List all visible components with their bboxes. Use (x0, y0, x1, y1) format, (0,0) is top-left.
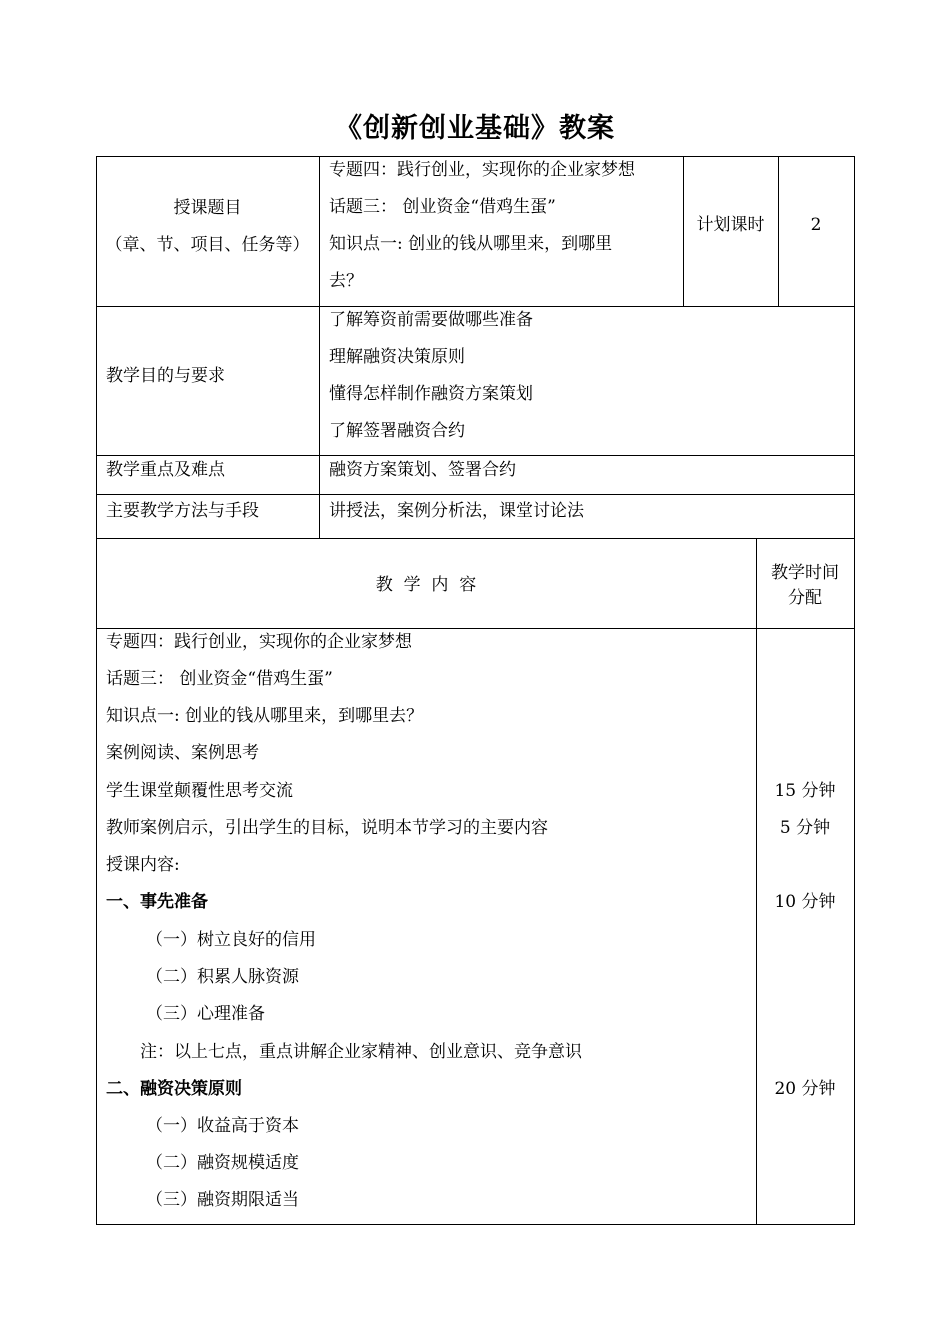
topic-line: 知识点一: 创业的钱从哪里来，到哪里 (329, 234, 613, 254)
content-line: 话题三： 创业资金“借鸡生蛋” (106, 669, 333, 689)
content-subitem: （三）融资期限适当 (146, 1190, 299, 1210)
topic-label-sub: （章、节、项目、任务等） (105, 235, 310, 255)
key-points-value: 融资方案策划、签署合约 (329, 460, 516, 480)
content-subitem: （三）心理准备 (146, 1004, 265, 1024)
section-heading: 一、事先准备 (106, 892, 208, 912)
hours-value: 2 (810, 215, 822, 235)
content-subitem: （二）融资规模适度 (146, 1153, 299, 1173)
content-line: 学生课堂颠覆性思考交流 (106, 781, 293, 801)
key-points-label: 教学重点及难点 (106, 460, 225, 480)
time-value: 20 分钟 (774, 1079, 836, 1099)
objective-item: 了解签署融资合约 (329, 421, 465, 441)
hours-label: 计划课时 (696, 215, 765, 235)
objective-item: 懂得怎样制作融资方案策划 (329, 384, 533, 404)
content-subitem: （一）收益高于资本 (146, 1116, 299, 1136)
objective-item: 理解融资决策原则 (329, 347, 465, 367)
content-line: 知识点一: 创业的钱从哪里来，到哪里去？ (106, 706, 424, 726)
topic-label: 授课题目 (173, 198, 242, 218)
time-value: 15 分钟 (774, 781, 836, 801)
time-header-label: 分配 (788, 588, 822, 608)
time-value: 10 分钟 (774, 892, 836, 912)
time-header-label: 教学时间 (771, 563, 839, 583)
content-line: 教师案例启示，引出学生的目标，说明本节学习的主要内容 (106, 818, 548, 838)
methods-label: 主要教学方法与手段 (106, 501, 259, 521)
topic-line: 去？ (329, 271, 363, 291)
section-heading: 二、融资决策原则 (106, 1079, 242, 1099)
objective-item: 了解筹资前需要做哪些准备 (329, 310, 533, 330)
objectives-label: 教学目的与要求 (106, 366, 225, 386)
topic-line: 话题三： 创业资金“借鸡生蛋” (329, 197, 556, 217)
content-subitem: （二）积累人脉资源 (146, 967, 299, 987)
content-line: 专题四：践行创业，实现你的企业家梦想 (106, 632, 412, 652)
methods-value: 讲授法，案例分析法，课堂讨论法 (329, 501, 584, 521)
content-header-label: 教 学 内 容 (375, 575, 477, 595)
content-line: 授课内容: (106, 855, 180, 875)
topic-line: 专题四：践行创业，实现你的企业家梦想 (329, 160, 635, 180)
content-note: 注：以上七点，重点讲解企业家精神、创业意识、竞争意识 (140, 1042, 582, 1062)
content-subitem: （一）树立良好的信用 (146, 930, 316, 950)
content-line: 案例阅读、案例思考 (106, 743, 259, 763)
time-value: 5 分钟 (779, 818, 831, 838)
document-title: 《创新创业基础》教案 (335, 113, 615, 144)
